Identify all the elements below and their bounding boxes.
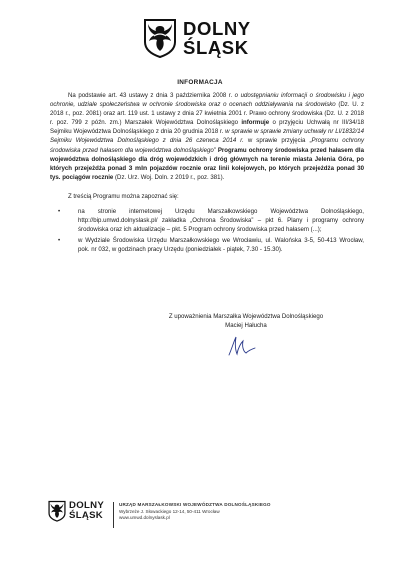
bullet-icon: • [58,208,61,216]
footer-contact [119,502,271,522]
handwritten-signature-icon [223,334,259,358]
text-run: w sprawie przyjęcia „ [243,137,312,145]
footer-logo-word-slask: ŚLĄSK [69,510,104,521]
text-run-italic: o udostępnianiu informacji o środowisku i jego ochronie, udziale społeczeństwa w ochronie środowiska oraz o ocenach oddziaływania na środowisko [50,92,364,109]
list-item [50,207,364,234]
list-item-text: w Wydziale Środowiska Urzędu Marszałkowskiego we Wrocławiu, ul. Walońska 3-5, 50-413 Wrocław, pok. nr 032, w godzinach pracy Urzędu (poniedziałek - piątek, 7.30 - 15.30). [78,237,364,254]
eagle-emblem-icon [143,18,177,58]
header-logo [143,18,283,58]
text-run-bold: 3 mln [128,164,148,172]
signature-authority: Z upoważnienia Marszałka Województwa Dolnośląskiego [168,313,324,320]
footer-address: Wybrzeże J. Słowackiego 12-14, 50-411 Wrocław [119,508,220,514]
text-run: (Dz. U. z 2018 r., poz. 2081) oraz art. 119 ust. 1 ustawy z dnia 27 kwietnia 2001 r. Prawo ochrony środowiska (Dz. U. z 2018 r. poz. 799 z późn. zm.) Marszałek Województwa Dolnośląskiego [50,101,364,127]
document-title: INFORMACJA [177,79,223,86]
document-body [50,91,364,257]
footer-office-name: URZĄD MARSZAŁKOWSKI WOJEWÓDZTWA DOLNOŚLĄSKIEGO [119,502,271,507]
footer-logo [48,500,108,530]
logo-word-slask: ŚLĄSK [183,37,249,58]
text-run: Na podstawie art. 43 ustawy z dnia 3 października 2008 r. [68,92,235,99]
text-run-bold: Programu ochrony środowiska przed hałasem dla województwa dolnośląskiego dla dróg wojewódzkich i dróg głównych na terenie miasta Jelenia Góra, po których przejeżdża ponad [50,146,364,172]
text-run: o przyjęciu Uchwałą nr III/34/18 Sejmiku Województwa Dolnośląskiego z dnia 20 grudnia 2018 r. [50,119,364,136]
bullet-icon: • [58,237,61,245]
list-item-text: na stronie internetowej Urzędu Marszałkowskiego Województwa Dolnośląskiego, http://bip.umwd.dolnyslask.pl/ zakładka „Ochrona Środowiska” – pkt 6. Plany i programy ochrony środowiska oraz ich aktualizacje – pkt. 5 Program ochrony środowiska przed hałasem (...); [78,208,364,234]
footer-logo-word-dolny: DOLNY [69,500,105,511]
text-run: (Dz. Urz. Woj. Doln. z 2019 r., poz. 381). [113,173,225,181]
text-run-italic: w sprawie w sprawie zmiany uchwały nr LI/1832/14 Sejmiku Województwa Dolnośląskiego z dnia 26 czerwca 2014 r. [50,128,365,145]
eagle-emblem-icon [48,500,66,522]
text-run-bold: pojazdów rocznie oraz linii kolejowych, po których przejeżdża ponad 30 tys. pociągów rocznie [50,164,364,181]
list-item [50,236,364,254]
text-run-bold: informuje [241,119,270,127]
text-run: ” [213,146,218,154]
paragraph-main [50,91,364,182]
logo-word-dolny: DOLNY [183,18,251,39]
paragraph-intro: Z treścią Programu można zapoznać się: [68,192,179,200]
access-list [50,207,364,254]
signature-block [146,312,346,330]
text-run-italic: Programu ochrony środowiska przed hałasem dla województwa dolnośląskiego [50,137,364,154]
signatory-name: Maciej Hałucha [225,322,267,330]
footer-divider [113,502,114,528]
footer-website: www.umwd.dolnyslask.pl [119,515,170,521]
